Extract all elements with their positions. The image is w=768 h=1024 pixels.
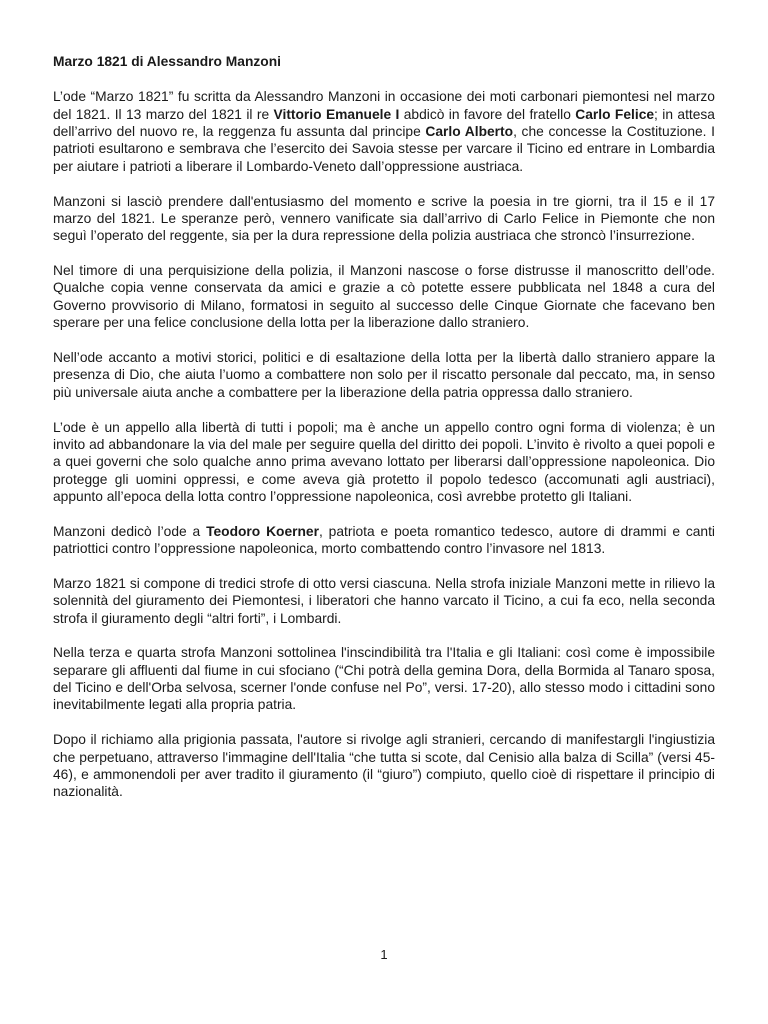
text-run: Nel timore di una perquisizione della polizia, il Manzoni nascose o forse distrusse il manoscritto dell’ode. Qualche copia venne conservata da amici e grazie a cò potette essere pubblicata nel 1848 a cura del Governo provvisorio di Milano, formatosi in seguito al successo delle Cinque Giornate che facevano ben sperare per una felice conclusione della lotta per la liberazione dallo straniero. bbox=[53, 263, 715, 331]
text-run: Nell’ode accanto a motivi storici, politici e di esaltazione della lotta per la libertà dallo straniero appare la presenza di Dio, che aiuta l’uomo a combattere non solo per il riscatto personale dal peccato, ma, in senso più universale aiuta anche a combattere per la liberazione della patria oppressa dallo straniero. bbox=[53, 349, 715, 400]
text-run: Marzo 1821 si compone di tredici strofe di otto versi ciascuna. Nella strofa iniziale Manzoni mette in rilievo la solennità del giuramento dei Piemontesi, i liberatori che hanno varcato il Ticino, a cui fa eco, nella seconda strofa il giuramento degli “altri forti”, i Lombardi. bbox=[53, 575, 715, 626]
text-run: Manzoni dedicò l’ode a bbox=[53, 523, 207, 539]
page-number: 1 bbox=[380, 947, 388, 962]
paragraph bbox=[53, 88, 715, 175]
text-run: Manzoni si lasciò prendere dall'entusiasmo del momento e scrive la poesia in tre giorni, tra il 15 e il 17 marzo del 1821. Le speranze però, vennero vanificate sia dall’arrivo di Carlo Felice in Piemonte che non seguì l’operato del reggente, sia per la dura repressione della polizia austriaca che stroncò l’insurrezione. bbox=[53, 193, 715, 244]
text-run: L’ode “Marzo 1821” fu scritta da Alessandro Manzoni in occasione dei moti carbonari piemontesi nel marzo del 1821. Il 13 marzo del 1821 il re bbox=[53, 89, 715, 122]
text-run: L’ode è un appello alla libertà di tutti i popoli; ma è anche un appello contro ogni forma di violenza; è un invito ad abbandonare la via del male per seguire quella del diritto dei popoli. L’invito è rivolto a quei popoli e a quei governi che solo qualche anno prima avevano lottato per liberarsi dall’oppressione napoleonica. Dio protegge gli uomini oppressi, e come aveva già protetto il popolo tedesco (accomunati agli austriaci), appunto all’epoca della lotta contro l’oppressione napoleonica, così avrebbe protetto gli Italiani. bbox=[53, 419, 715, 504]
bold-name: Teodoro Koerner bbox=[206, 523, 319, 539]
document-title: Marzo 1821 di Alessandro Manzoni bbox=[53, 54, 281, 69]
text-run: , patriota e poeta romantico tedesco, autore di drammi e canti patriottici contro l’oppressione napoleonica, morto combattendo contro l’invasore nel 1813. bbox=[53, 523, 715, 557]
text-run: abdicò in favore del fratello bbox=[399, 106, 576, 122]
paragraph bbox=[53, 419, 715, 506]
document-body bbox=[53, 53, 715, 818]
text-run: ; in attesa dell’arrivo del nuovo re, la reggenza fu assunta dal principe bbox=[53, 106, 715, 140]
paragraph bbox=[53, 644, 715, 713]
paragraph bbox=[53, 575, 715, 627]
text-run: , che concesse la Costituzione. I patrioti esultarono e sembrava che l’esercito dei Savoia stesse per varcare il Ticino ed entrare in Lombardia per aiutare i patrioti a liberare il Lombardo-Veneto dall’oppressione austriaca. bbox=[53, 124, 715, 174]
bold-name: Carlo Felice bbox=[575, 106, 655, 122]
bold-name: Carlo Alberto bbox=[425, 124, 514, 140]
text-run: Nella terza e quarta strofa Manzoni sottolinea l'inscindibilità tra l'Italia e gli Italiani: così come è impossibile separare gli affluenti dal fiume in cui sfociano (“Chi potrà della gemina Dora, della Bormida al Tanaro sposa, del Ticino e dell'Orba selvosa, scerner l'onde confuse nel Po”, versi. 17-20), allo stesso modo i cittadini sono inevitabilmente legati alla propria patria. bbox=[53, 645, 715, 713]
paragraph bbox=[53, 523, 715, 558]
paragraph bbox=[53, 193, 715, 245]
text-run: Dopo il richiamo alla prigionia passata, l'autore si rivolge agli stranieri, cercando di manifestargli l'ingiustizia che perpetuano, attraverso l'immagine dell'Italia “che tutta si scote, dal Cenisio alla balza di Scilla” (versi 45-46), e ammonendoli per aver tradito il giuramento (il “giuro”) compiuto, quello cioè di rispettare il principio di nazionalità. bbox=[53, 732, 715, 800]
paragraph bbox=[53, 262, 715, 331]
paragraph bbox=[53, 731, 715, 800]
paragraph bbox=[53, 349, 715, 401]
paragraph-list bbox=[53, 88, 715, 800]
bold-name: Vittorio Emanuele I bbox=[273, 106, 400, 122]
